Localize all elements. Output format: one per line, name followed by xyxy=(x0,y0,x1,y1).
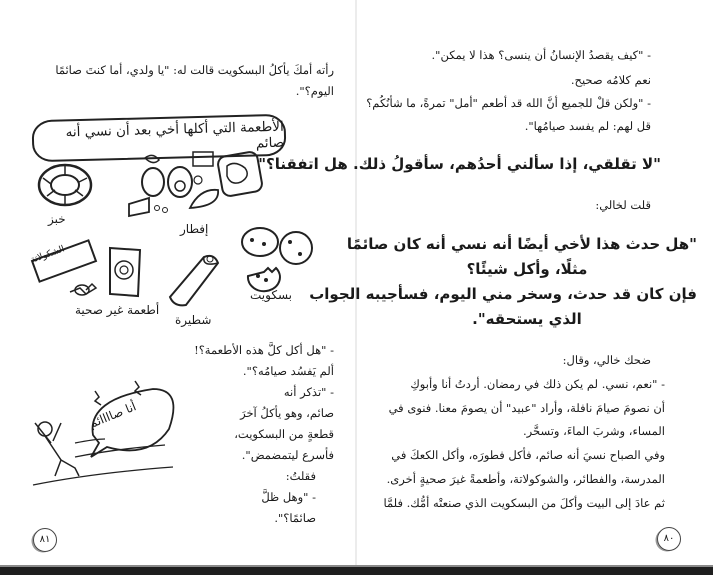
cookies-icon xyxy=(238,228,318,288)
intro-line-2: اليوم؟". xyxy=(295,84,334,98)
narration-line-2: - "نعم، نسي. لم يكن ذلك في رمضان. أردتُ أنا وأبوكِ xyxy=(410,377,665,391)
running-boy-illustration xyxy=(25,385,170,495)
handwritten-question-line-4: الذي يستحقه". xyxy=(472,310,582,328)
dialogue-line-4: صائم، وهو يأكلُ آخرَ xyxy=(240,406,334,420)
bread-ring-icon xyxy=(35,160,95,210)
intro-line-1: رأته أمكَ يأكلُ البسكويت قالت له: "يا ولدي، أما كنتَ صائمًا xyxy=(55,63,334,77)
breakfast-plate-icon xyxy=(125,152,265,222)
narration-line-3: أن نصومَ صيامَ نافلة، وأراد "عبيد" أن يصومَ معنا. فنوى في xyxy=(388,401,665,415)
dialogue-line-5: قطعةٍ من البسكويت، xyxy=(234,427,334,441)
handwritten-reply: "لا تقلقي، إذا سألني أحدُهم، سأقولُ ذلك. هل اتفقنا؟" xyxy=(258,155,661,173)
handwritten-question-line-2: مثلًا، وأكل شيئًا؟ xyxy=(466,260,588,278)
food-label-sandwich: شطيرة xyxy=(175,313,212,327)
page-81 xyxy=(0,0,356,565)
narration-line-5: وفي الصباح نسيَ أنه صائم، فأكل فطورَه، وأكل الكعكَ في xyxy=(391,448,665,462)
dialogue-line-7: فقلتُ: xyxy=(285,469,316,483)
page-number-81: ٨١ xyxy=(33,528,57,552)
food-label-bread: خبز xyxy=(48,212,66,226)
wrap-sandwich-icon xyxy=(168,247,228,307)
opening-line-4: قل لهم: لم يفسد صيامُها". xyxy=(524,119,651,133)
food-label-biscuits: بسكويت xyxy=(250,288,292,302)
dialogue-line-8: - "وهل ظلَّ xyxy=(261,490,316,504)
opening-line-1: - "كيف يقصدُ الإنسانُ أن ينسى؟ هذا لا يمكن". xyxy=(431,48,651,62)
narration-line-4: المساء، وشربَ الماءَ، وتسحَّر. xyxy=(523,424,665,438)
dialogue-line-3: - "تذكر أنه xyxy=(283,385,334,399)
dialogue-line-2: ألم يَفسُد صيامُه؟". xyxy=(242,364,334,378)
handwritten-question-line-1: "هل حدث هذا لأخي أيضًا أنه نسي أنه كان صائمًا xyxy=(346,235,697,253)
handwritten-question-line-3: فإن كان قد حدث، وسخر مني اليوم، فسأجيبه الجواب xyxy=(309,285,697,303)
bottom-edge-bar xyxy=(0,565,713,575)
said-to-uncle: قلت لخالي: xyxy=(595,198,651,212)
opening-line-3: - "ولكن قلْ للجميع أنَّ الله قد أطعم "أمل" تمرةً، ما شأنُكُم؟ xyxy=(366,96,651,110)
opening-line-2: نعم كلامُه صحيح. xyxy=(570,73,651,87)
page-number-80: ٨٠ xyxy=(657,527,681,551)
banner-title: الأطعمة التي أكلها أخي بعد أن نسي أنه صائم xyxy=(65,118,285,152)
chocolate-wrapper-text: الشكولاتة xyxy=(29,244,67,266)
food-label-junk-food: أطعمة غير صحية xyxy=(75,303,160,317)
narration-line-1: ضحك خالي، وقال: xyxy=(562,353,651,367)
dialogue-line-6: فأسرع ليتمضمض". xyxy=(241,448,334,462)
speech-bubble-text: أنا صاااائم xyxy=(87,399,139,431)
dialogue-line-9: صائمًا؟". xyxy=(274,511,316,525)
dialogue-line-1: - "هل أكل كلَّ هذه الأطعمة؟! xyxy=(194,343,334,357)
food-label-breakfast: إفطار xyxy=(180,222,209,236)
narration-line-7: ثم عادَ إلى البيت وأكلَ من البسكويت الذي صنعتْه أمُّك. فلمَّا xyxy=(383,496,665,510)
narration-line-6: المدرسة، والفطائر، والشوكولاتة، وأطعمةً غيرَ صحيةٍ أخرى. xyxy=(386,472,665,486)
